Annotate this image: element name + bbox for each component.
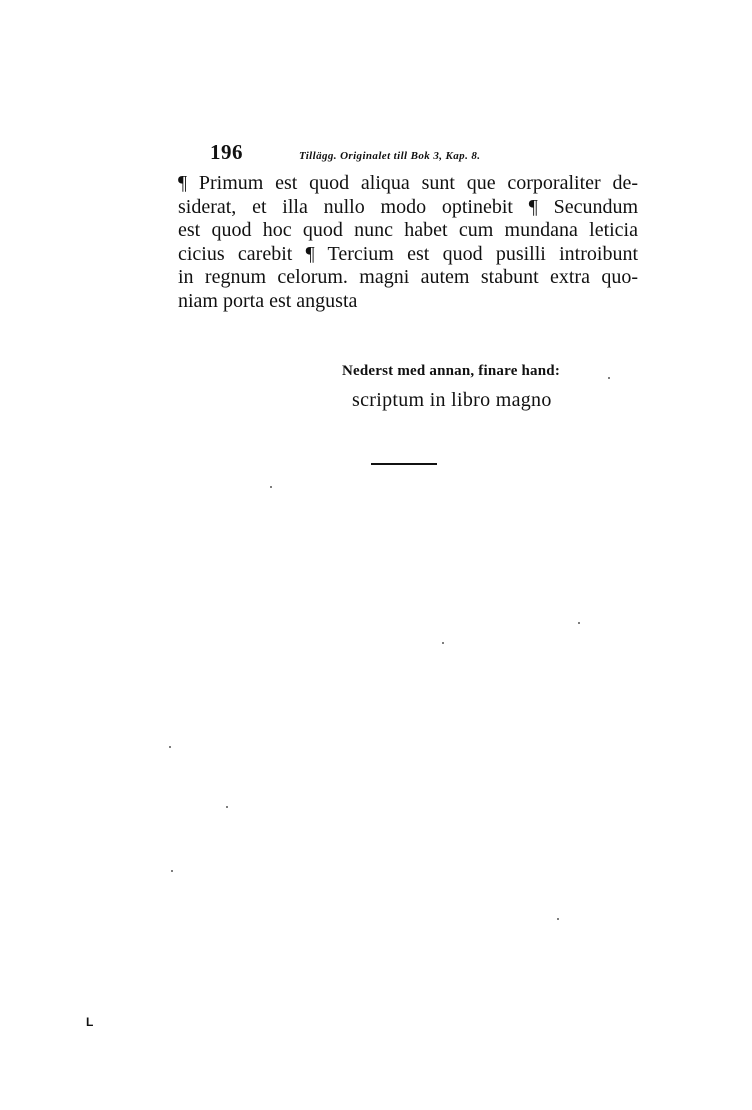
paper-speck bbox=[608, 377, 610, 379]
paper-speck bbox=[226, 806, 228, 808]
section-divider bbox=[371, 463, 437, 465]
body-line: in regnum celorum. magni autem stabunt extra quo- bbox=[178, 266, 638, 289]
body-line: cicius carebit ¶ Tercium est quod pusilli introibunt bbox=[178, 242, 638, 265]
marginal-note-label: Nederst med annan, finare hand: bbox=[342, 363, 561, 379]
marginal-note-text: scriptum in libro magno bbox=[352, 389, 552, 411]
running-head: Tillägg. Originalet till Bok 3, Kap. 8. bbox=[299, 150, 481, 162]
paper-speck bbox=[557, 918, 559, 920]
paper-speck bbox=[270, 486, 272, 488]
body-line: ¶ Primum est quod aliqua sunt que corporaliter de- bbox=[178, 172, 638, 194]
body-line: siderat, et illa nullo modo optinebit ¶ Secundum bbox=[178, 195, 638, 218]
paper-speck bbox=[171, 870, 173, 872]
paper-speck bbox=[442, 642, 444, 644]
stray-ink-mark: L bbox=[86, 1015, 94, 1029]
paper-speck bbox=[578, 622, 580, 624]
body-line: niam porta est angusta bbox=[178, 289, 358, 312]
page-header bbox=[210, 140, 480, 165]
page-number: 196 bbox=[210, 140, 243, 164]
body-line: est quod hoc quod nunc habet cum mundana leticia bbox=[178, 219, 638, 242]
paper-speck bbox=[169, 746, 171, 748]
latin-body-text bbox=[178, 172, 638, 314]
